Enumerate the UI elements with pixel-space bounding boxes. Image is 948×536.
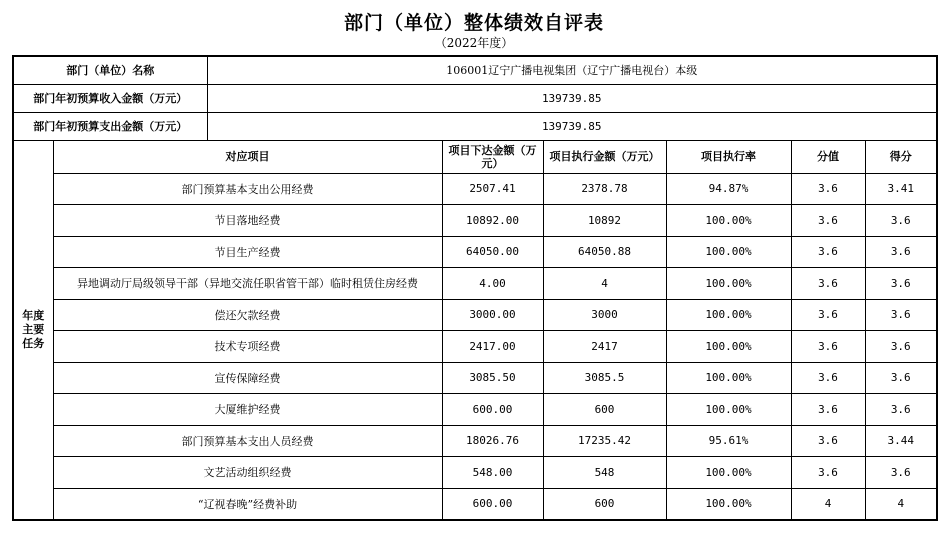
cell-issued: 4.00 [442, 268, 543, 300]
page-subtitle: （2022年度） [434, 36, 514, 50]
table-row [13, 488, 937, 520]
cell-score: 3.6 [865, 205, 937, 237]
cell-score: 3.41 [865, 173, 937, 205]
cell-project: 大厦维护经费 [53, 394, 442, 426]
cell-issued: 548.00 [442, 457, 543, 489]
cell-project: “辽视春晚”经费补助 [53, 488, 442, 520]
cell-rate: 100.00% [666, 488, 791, 520]
page-title: 部门（单位）整体绩效自评表 [343, 12, 604, 34]
table-row [13, 362, 937, 394]
cell-executed: 2378.78 [543, 173, 666, 205]
cell-rate: 100.00% [666, 362, 791, 394]
cell-executed: 64050.88 [543, 236, 666, 268]
cell-weight: 3.6 [791, 173, 865, 205]
cell-rate: 100.00% [666, 394, 791, 426]
cell-rate: 94.87% [666, 173, 791, 205]
table-row [13, 299, 937, 331]
cell-score: 3.6 [865, 331, 937, 363]
cell-executed: 548 [543, 457, 666, 489]
table-row [13, 331, 937, 363]
income-label: 部门年初预算收入金额（万元） [13, 84, 207, 112]
table-row [13, 173, 937, 205]
header-row [13, 140, 937, 173]
header-weight: 分值 [791, 140, 865, 173]
cell-executed: 2417 [543, 331, 666, 363]
expense-value: 139739.85 [207, 112, 937, 140]
cell-executed: 600 [543, 488, 666, 520]
cell-issued: 18026.76 [442, 425, 543, 457]
table-row [13, 205, 937, 237]
income-row [13, 84, 937, 112]
cell-score: 3.6 [865, 362, 937, 394]
cell-executed: 17235.42 [543, 425, 666, 457]
cell-executed: 3085.5 [543, 362, 666, 394]
cell-weight: 3.6 [791, 425, 865, 457]
cell-executed: 3000 [543, 299, 666, 331]
header-score: 得分 [865, 140, 937, 173]
cell-issued: 600.00 [442, 488, 543, 520]
expense-row [13, 112, 937, 140]
dept-name-label: 部门（单位）名称 [13, 56, 207, 84]
cell-rate: 100.00% [666, 236, 791, 268]
cell-rate: 100.00% [666, 299, 791, 331]
cell-project: 节目落地经费 [53, 205, 442, 237]
cell-rate: 100.00% [666, 331, 791, 363]
cell-executed: 4 [543, 268, 666, 300]
cell-project: 部门预算基本支出人员经费 [53, 425, 442, 457]
cell-weight: 3.6 [791, 205, 865, 237]
evaluation-table [12, 55, 938, 521]
table-row [13, 425, 937, 457]
cell-weight: 3.6 [791, 236, 865, 268]
cell-project: 偿还欠款经费 [53, 299, 442, 331]
annual-tasks-label: 年度 主要 任务 [13, 140, 53, 520]
cell-weight: 3.6 [791, 457, 865, 489]
cell-project: 宣传保障经费 [53, 362, 442, 394]
cell-weight: 3.6 [791, 362, 865, 394]
cell-rate: 100.00% [666, 457, 791, 489]
cell-project: 文艺活动组织经费 [53, 457, 442, 489]
expense-label: 部门年初预算支出金额（万元） [13, 112, 207, 140]
cell-rate: 100.00% [666, 268, 791, 300]
cell-score: 3.6 [865, 268, 937, 300]
cell-weight: 3.6 [791, 331, 865, 363]
cell-rate: 95.61% [666, 425, 791, 457]
cell-score: 3.6 [865, 394, 937, 426]
cell-issued: 3000.00 [442, 299, 543, 331]
dept-name-row [13, 56, 937, 84]
table-row [13, 236, 937, 268]
dept-name-value: 106001辽宁广播电视集团（辽宁广播电视台）本级 [207, 56, 937, 84]
cell-issued: 2507.41 [442, 173, 543, 205]
cell-project: 节目生产经费 [53, 236, 442, 268]
cell-score: 3.6 [865, 299, 937, 331]
cell-project: 技术专项经费 [53, 331, 442, 363]
cell-weight: 3.6 [791, 299, 865, 331]
header-rate: 项目执行率 [666, 140, 791, 173]
cell-issued: 2417.00 [442, 331, 543, 363]
cell-score: 3.6 [865, 457, 937, 489]
header-issued: 项目下达金额（万元） [442, 140, 543, 173]
cell-score: 3.44 [865, 425, 937, 457]
cell-score: 4 [865, 488, 937, 520]
cell-project: 部门预算基本支出公用经费 [53, 173, 442, 205]
cell-weight: 4 [791, 488, 865, 520]
cell-score: 3.6 [865, 236, 937, 268]
cell-project: 异地调动厅局级领导干部（异地交流任职省管干部）临时租赁住房经费 [53, 268, 442, 300]
table-row [13, 268, 937, 300]
cell-issued: 3085.50 [442, 362, 543, 394]
table-row [13, 394, 937, 426]
income-value: 139739.85 [207, 84, 937, 112]
cell-executed: 600 [543, 394, 666, 426]
cell-executed: 10892 [543, 205, 666, 237]
table-row [13, 457, 937, 489]
cell-weight: 3.6 [791, 394, 865, 426]
cell-rate: 100.00% [666, 205, 791, 237]
header-executed: 项目执行金额（万元） [543, 140, 666, 173]
cell-issued: 64050.00 [442, 236, 543, 268]
cell-issued: 600.00 [442, 394, 543, 426]
cell-issued: 10892.00 [442, 205, 543, 237]
header-project: 对应项目 [53, 140, 442, 173]
cell-weight: 3.6 [791, 268, 865, 300]
